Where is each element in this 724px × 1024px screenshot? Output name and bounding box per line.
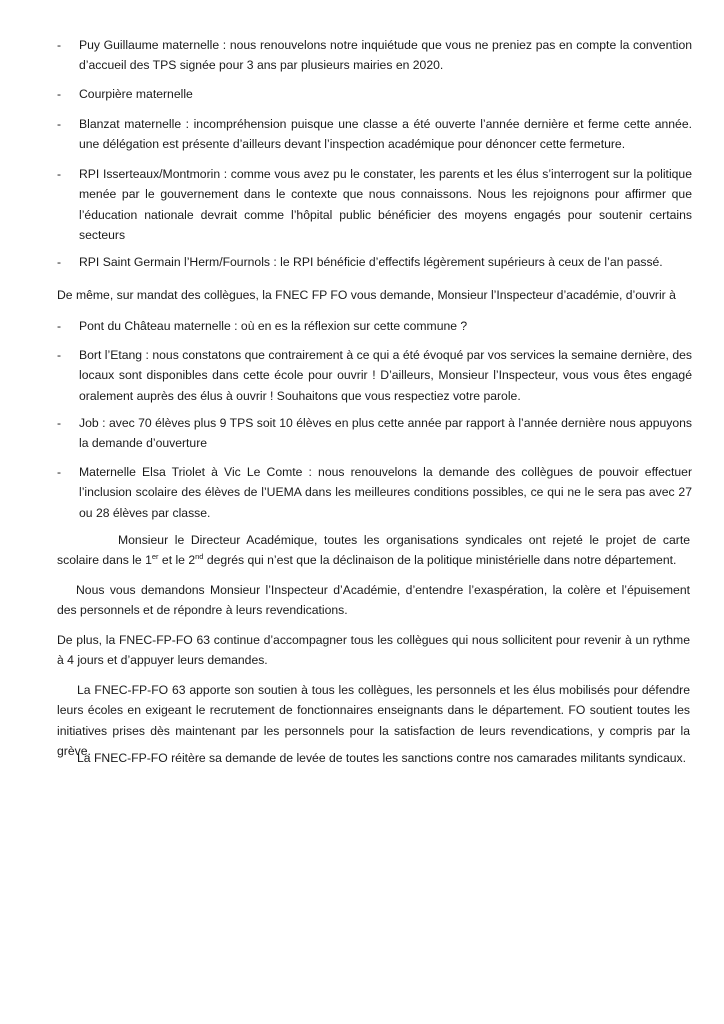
bullet-dash: - <box>57 117 62 131</box>
list-item-text: Maternelle Elsa Triolet à Vic Le Comte : nous renouvelons la demande des collègues de pouvoir effectuer l’inclusion scolaire des élèves de l’UEMA dans les meilleures conditions possibles, ce qui ne le sera pas avec 27 ou 28 élèves par classe. <box>79 465 692 520</box>
superscript-nd: nd <box>195 552 204 562</box>
list-item <box>57 252 692 272</box>
list-item <box>57 114 692 155</box>
list-item <box>57 316 692 336</box>
list-item <box>57 345 692 406</box>
inspecteur-paragraph: Nous vous demandons Monsieur l’Inspecteur d’Académie, d’entendre l’exaspération, la colère et l’épuisement des personnels et de répondre à leurs revendications. <box>57 583 690 618</box>
bullet-dash: - <box>57 38 62 52</box>
list-item <box>57 462 692 523</box>
directeur-text-part1: Monsieur le Directeur Académique, toutes les organisations syndicales ont rejeté le projet de carte scolaire dans le 1 <box>57 533 690 568</box>
list-item-text: Puy Guillaume maternelle : nous renouvelons notre inquiétude que vous ne preniez pas en compte la convention d’accueil des TPS signée pour 3 ans par plusieurs mairies en 2020. <box>79 38 692 73</box>
bullet-dash: - <box>57 319 62 333</box>
list-item <box>57 413 692 454</box>
list-item-text: Courpière maternelle <box>79 87 193 101</box>
bullet-dash: - <box>57 255 62 269</box>
list-item-text: Blanzat maternelle : incompréhension puisque une classe a été ouverte l’année dernière et ferme cette année. une délégation est présente d’ailleurs devant l’inspection académique pour dénoncer cette fermeture. <box>79 117 692 152</box>
superscript-er: er <box>151 552 159 562</box>
sanctions-paragraph: La FNEC-FP-FO réitère sa demande de levée de toutes les sanctions contre nos camarades militants syndicaux. <box>77 751 686 765</box>
soutien-paragraph: La FNEC-FP-FO 63 apporte son soutien à tous les collègues, les personnels et les élus mobilisés pour défendre leurs écoles en exigeant le recrutement de fonctionnaires enseignants dans le département. FO soutient toutes les initiatives prises dès maintenant par les personnels pour la satisfaction de leurs revendications, y compris par la grève. <box>57 683 690 759</box>
list-item-text: Job : avec 70 élèves plus 9 TPS soit 10 élèves en plus cette année par rapport à l’année dernière nous appuyons la demande d’ouverture <box>79 416 692 451</box>
list-item <box>57 164 692 246</box>
bullet-dash: - <box>57 465 62 479</box>
directeur-text-part2: et le 2 <box>158 553 196 568</box>
bullet-dash: - <box>57 87 62 101</box>
list-item-text: Bort l’Etang : nous constatons que contrairement à ce qui a été évoqué par vos services la semaine dernière, des locaux sont disponibles dans cette école pour ouvrir ! D’ailleurs, Monsieur l’Inspecteur, vous vous êtes engagé oralement auprès des élus à ouvrir ! Souhaitons que vous respectiez votre parole. <box>79 348 692 403</box>
bullet-dash: - <box>57 416 62 430</box>
list-item-text: RPI Saint Germain l’Herm/Fournols : le RPI bénéficie d’effectifs légèrement supérieurs à ceux de l’an passé. <box>79 255 663 269</box>
bullet-dash: - <box>57 348 62 362</box>
list-item <box>57 35 692 76</box>
intro-open-paragraph: De même, sur mandat des collègues, la FNEC FP FO vous demande, Monsieur l’Inspecteur d’académie, d’ouvrir à <box>57 288 676 302</box>
directeur-text-part3: degrés qui n’est que la déclinaison de la politique ministérielle dans notre département. <box>203 553 677 568</box>
directeur-paragraph <box>57 530 690 571</box>
list-item-text: RPI Isserteaux/Montmorin : comme vous avez pu le constater, les parents et les élus s’interrogent sur la politique menée par le gouvernement dans le contexte que nous connaissons. Nous les rejoignons pour affirmer que l’éducation nationale devrait comme l’hôpital public bénéficier des moyens engagés pour soutenir certains secteurs <box>79 167 692 243</box>
list-item <box>57 84 692 104</box>
bullet-dash: - <box>57 167 62 181</box>
rythme-paragraph: De plus, la FNEC-FP-FO 63 continue d’accompagner tous les collègues qui nous sollicitent pour revenir à un rythme à 4 jours et d’appuyer leurs demandes. <box>57 633 690 668</box>
list-item-text: Pont du Château maternelle : où en es la réflexion sur cette commune ? <box>79 319 468 333</box>
